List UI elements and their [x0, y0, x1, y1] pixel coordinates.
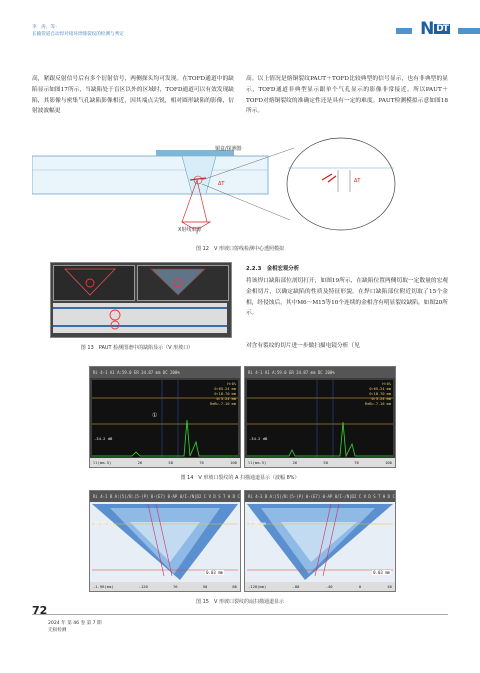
footer-issue: 2024 年 第 46 卷 第 7 期	[48, 621, 102, 626]
fig15-caption: 图 15 V 形坡口裂纹的扇扫描通道显示	[196, 599, 284, 605]
fig12-delta-t-right: ΔT	[354, 178, 361, 184]
fig15-sscan-left: Ri 4-1 B A:(5)/B:(5-(P) 0-(E7) 0-AP 0/I-/N|D2 C V D S T H D C 14.03 mm 0.03 mm -1.96(mm) -120 76 50 86	[89, 490, 241, 592]
section-para2: 对含有裂纹的切片进一步做扫描电镜分析（见	[246, 343, 360, 349]
left-column-text: 高，紧跟反射信号后有多个衍射信号，两侧探头均可发现。在TOFD通道中的缺陷显示如图17所示，当缺陷处于盲区以外的区域时，TOFD通道可以有效发现缺陷，其影像与密集气孔缺陷影像相近，因其端点尖锐，相对圆形缺陷的影像，衍射波波幅更	[32, 76, 234, 115]
header-title: 长输管道自动焊对接环焊缝裂纹的检测与判定	[32, 32, 124, 37]
section-heading: 2.2.3 金相宏观分析	[246, 266, 300, 272]
right-column-text: 高。以上情况是熔铜裂纹PAUT＋TOFD比较典型的信号显示，也有非典型的显示，TOFD通道非典型显示跟单个气孔显示的影像非常接近。所以PAUT＋TOFD对熔铜裂纹的准确定性还是具有一定的难度。PAUT检测模拟示意如图18所示。	[246, 76, 448, 115]
section-para1: 将该焊口缺陷部位剖切打开，如图19所示，在缺陷位置两侧切取一定数量的宏观金相切片，以确定缺陷的性质及特征形貌。在焊口缺陷部位附近切取了15个金相，经侵蚀后，其中M6～M15等10个连续的金相含有明显裂纹缺陷，如图20所示。	[246, 278, 448, 317]
fig12-label-top: 铜盒/探测器	[215, 146, 242, 152]
footer-info	[48, 620, 102, 634]
header-authors: 李 涛，等：	[32, 25, 60, 30]
fig12-caption: 图 12 V 形坡口射线检测中心透照模拟	[196, 246, 284, 252]
fig14-ascan-right: Ri 4-1 A1 A:59.0 ER 34.87 mm DC 200% H:0% 0:65.24 mm 0:18.70 mm 0:3.24 mm ReB=-7.16 mm -34.2 dB ll(mm-5) 26 50 76 100	[244, 366, 396, 468]
page-number: 72	[32, 604, 48, 617]
fig15-sscan-right: Ri 4-3 B A:(5)/B:(5-(P) 0-(E7) 0-AP 0/I-/N|D2 C V D S T H D C 5.20 mm 0.03 mm -120(mm) -80 -40 0 40	[244, 490, 396, 592]
fig12-label-bottom: X射线束源	[178, 227, 202, 233]
fig14-ascan-left: Ri 4-1 A1 A:59.0 ER 34.87 mm DC 200% H:0% 0:65.24 mm 0:18.70 mm 0:3.24 mm ReB=-7.16 mm -34.2 dB ① ll(mm-5) 26 50 76 100	[89, 366, 241, 468]
fig13-caption: 图 13 PAUT 检测图谱中的缺陷显示（V 形坡口）	[80, 345, 194, 351]
footer-journal: 无损检测	[48, 628, 67, 633]
fig12-delta-t-left: ΔT	[218, 181, 225, 187]
running-header	[32, 24, 124, 38]
footer-rule	[32, 614, 448, 615]
fig14-caption: 图 14 V 形坡口裂纹的 A 扫描通道显示（波幅 8%）	[180, 475, 300, 481]
fig13-image	[50, 262, 232, 338]
journal-logo: NDT	[412, 18, 458, 40]
